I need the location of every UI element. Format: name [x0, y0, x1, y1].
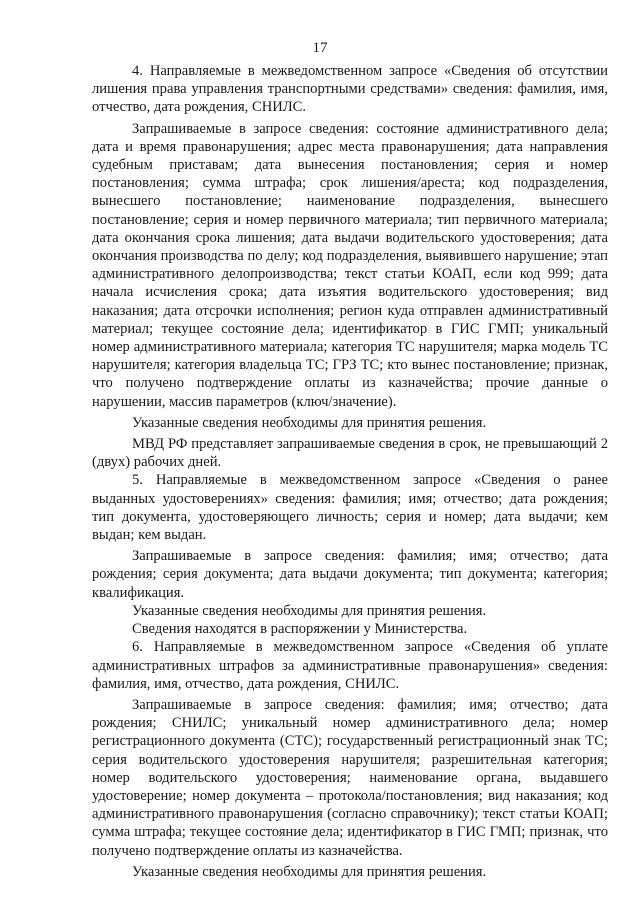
page-number: 17 — [312, 40, 328, 56]
paragraph-item-5-requested-data: Запрашиваемые в запросе сведения: фамилия; имя; отчество; дата рождения; серия документа; дата выдачи документа; тип документа; категория; квалификация. — [92, 548, 608, 601]
paragraph-item-4-requested-data: Запрашиваемые в запросе сведения: состояние административного дела; дата и время правонарушения; адрес места правонарушения; дата направления судебным приставам; дата вынесения постановления; серия и номер постановления; сумма штрафа; срок лишения/ареста; код подразделения, вынесшего постановление; наименование подразделения, вынесшего постановление; серия и номер первичного материала; тип первичного материала; дата окончания срока лишения; дата выдачи водительского удостоверения; дата окончания производства по делу; код подразделения, выявившего нарушение; этап административного делопроизводства; текст статьи КОАП, если код 999; дата начала исчисления срока; дата изъятия водительского удостоверения; вид наказания; дата отсрочки исполнения; регион куда отправлен административный материал; текущее состояние дела; идентификатор в ГИС ГМП; уникальный номер административного материала; категория ТС нарушителя; марка модель ТС нарушителя; категория владельца ТС; ГРЗ ТС; кто вынес постановление; признак, что получено подтверждение оплаты из казначейства; прочие данные о нарушении, массив параметров (ключ/значение). — [92, 120, 608, 410]
paragraph-item-5-source: Сведения находятся в распоряжении у Министерства. — [132, 621, 468, 638]
paragraph-item-4-request: 4. Направляемые в межведомственном запросе «Сведения об отсутствии лишения права управления транспортными средствами» сведения: фамилия, имя, отчество, дата рождения, СНИЛС. — [92, 63, 608, 116]
paragraph-item-6-request: 6. Направляемые в межведомственном запросе «Сведения об уплате административных штрафов за административные правонарушения» сведения: фамилия, имя, отчество, дата рождения, СНИЛС. — [92, 639, 608, 692]
document-body — [92, 62, 608, 881]
paragraph-item-6-purpose: Указанные сведения необходимы для принятия решения. — [132, 863, 487, 880]
paragraph-item-4-deadline: МВД РФ представляет запрашиваемые сведения в срок, не превышающий 2 (двух) рабочих дней. — [92, 436, 608, 471]
paragraph-item-6-requested-data: Запрашиваемые в запросе сведения: фамилия; имя; отчество; дата рождения; СНИЛС; уникальный номер административного дела; номер регистрационного документа (СТС); государственный регистрационный знак ТС; серия водительского удостоверения нарушителя; разрешительная категория; номер водительского удостоверения; наименование органа, выдавшего удостоверение; номер документа – протокола/постановления; вид наказания; код административного правонарушения (согласно справочнику); текст статьи КОАП; сумма штрафа; текущее состояние дела; идентификатор в ГИС ГМП; признак, что получено подтверждение оплаты из казначейства. — [92, 696, 608, 859]
paragraph-item-5-purpose: Указанные сведения необходимы для принятия решения. — [132, 602, 487, 619]
paragraph-item-5-request: 5. Направляемые в межведомственном запросе «Сведения о ранее выданных удостоверениях» сведения: фамилия; имя; отчество; дата рождения; тип документа, удостоверяющего личность; серия и номер; дата выдачи; кем выдан; кем выдан. — [92, 472, 608, 544]
paragraph-item-4-purpose: Указанные сведения необходимы для принятия решения. — [132, 414, 487, 431]
